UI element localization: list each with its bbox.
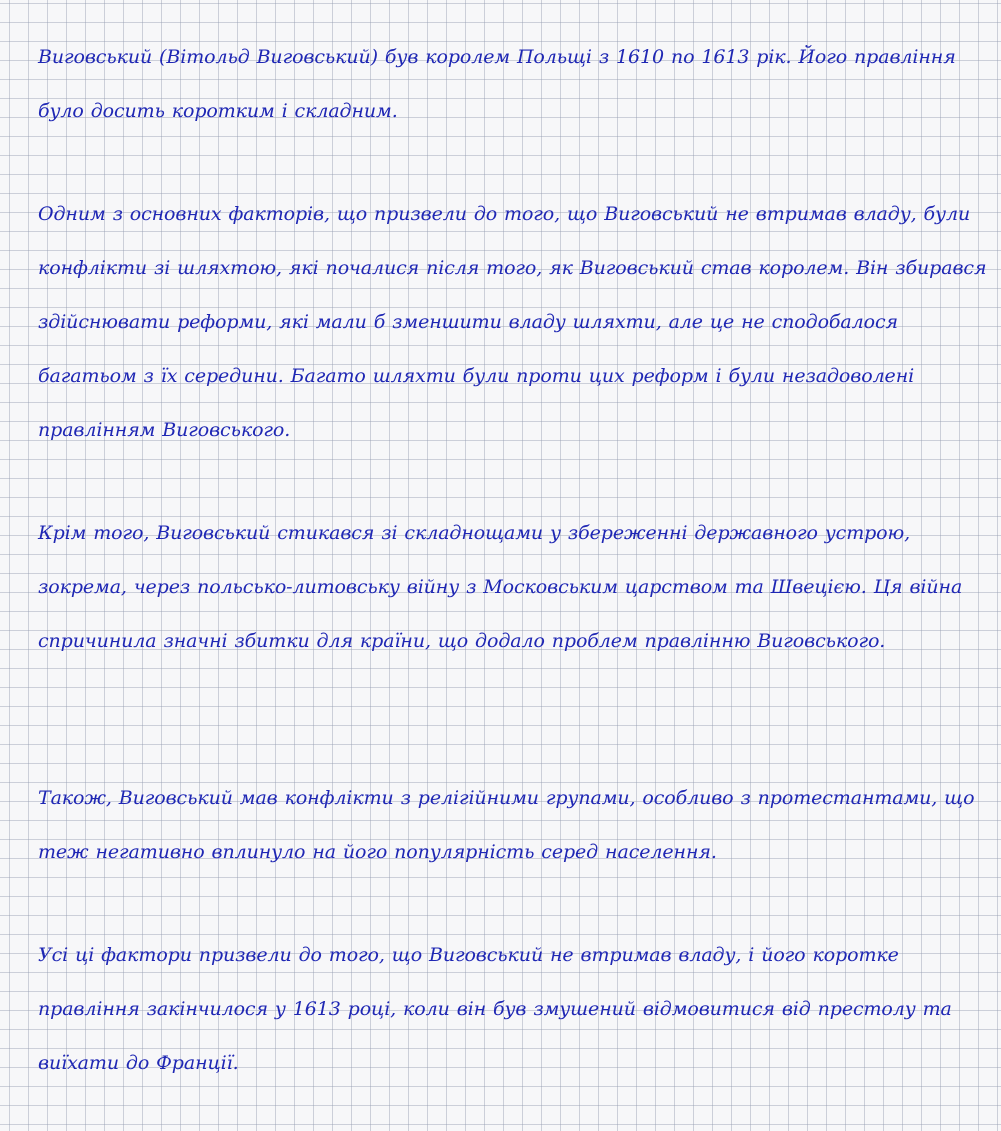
paragraph-conclusion: Усі ці фактори призвели до того, що Виговський не втримав владу, і його коротке правління закінчилося у 1613 році, коли він був змушений відмовитися від престолу та виїхати до Франції. (38, 944, 952, 1074)
paragraph-religious-conflicts: Також, Виговський мав конфлікти з релігійними групами, особливо з протестантами, що теж негативно вплинуло на його популярність серед населення. (38, 787, 975, 863)
paragraph-nobility-conflicts: Одним з основних факторів, що призвели до того, що Виговський не втримав владу, були конфлікти зі шляхтою, які почалися після того, як Виговський став королем. Він збирався здійснювати реформи, які мали б зменшити владу шляхти, але це не сподобалося багатьом з їх середини. Багато шляхти були проти цих реформ і були незадоволені правлінням Виговського. (38, 203, 987, 441)
paragraph-intro: Виговський (Вітольд Виговський) був королем Польщі з 1610 по 1613 рік. Його правління було досить коротким і складним. (38, 46, 956, 122)
paragraph-state-difficulties: Крім того, Виговський стикався зі складнощами у збереженні державного устрою, зокрема, через польсько-литовську війну з Московським царством та Швецією. Ця війна спричинила значні збитки для країни, що додало проблем правлінню Виговського. (38, 522, 963, 652)
